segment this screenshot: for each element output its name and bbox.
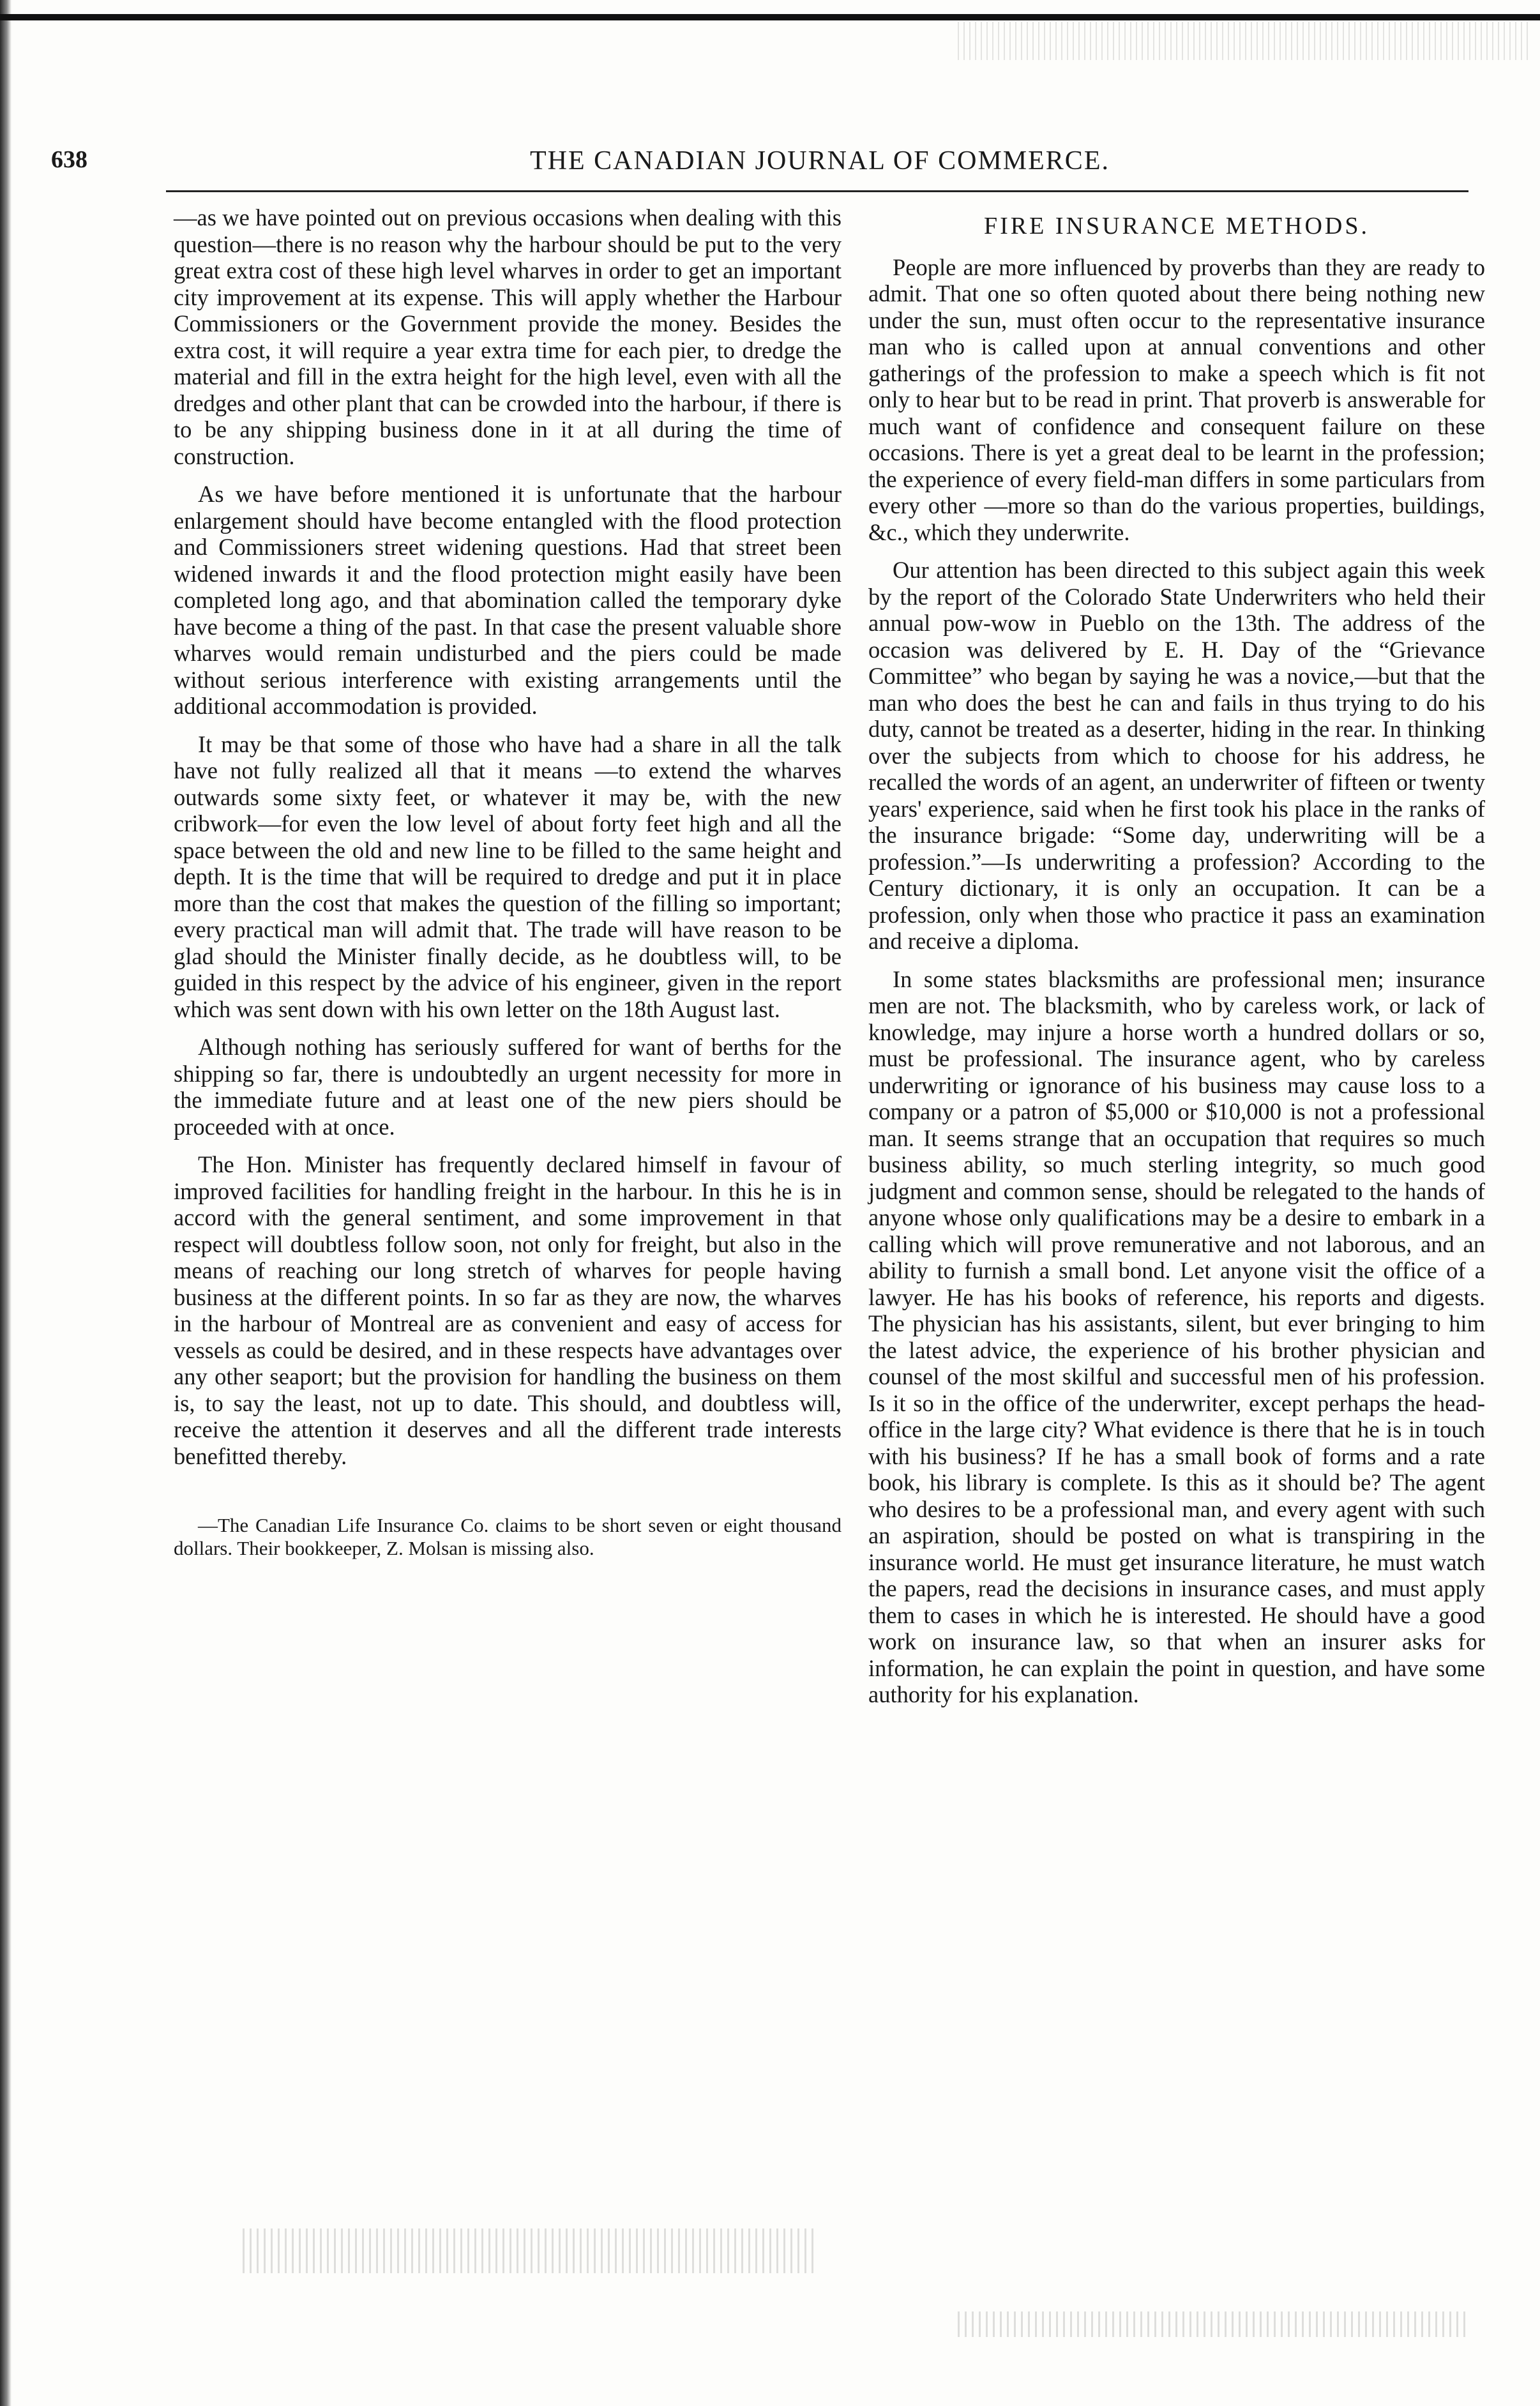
page-number: 638 [51,146,87,173]
running-head [51,146,1488,184]
right-column [868,204,1485,1720]
right-paragraph: Our attention has been directed to this subject again this week by the report of the Colorado State Underwriters who held their annual pow-wow in Pueblo on the 13th. The address of the occasion was delivered by E. H. Day of the “Grievance Committee” who began by saying he was a novice,—but that the man who does the best he can and fails in thus trying to do his duty, cannot be treated as a deserter, hiding in the rear. In thinking over the subjects from which to choose for his address, he recalled the words of an agent, an underwriter of fifteen or twenty years' experience, said when he first took his place in the ranks of the insurance brigade: “Some day, underwriting will be a profession.”—Is underwriting a profession? According to the Century dictionary, it is only an occupation. It can be a profession, only when those who practice it pass an examination and receive a diploma. [868,557,1485,954]
left-paragraph: It may be that some of those who have had a share in all the talk have not fully realized all that it means —to extend the wharves outwards some sixty feet, or whatever it may be, with the new cribwork—for even the low level of about forty feet high and all the space between the old and new line to be filled to the same height and depth. It is the time that will be required to dredge and put it in place more than the cost that makes the question of the filling so important; every practical man will admit that. The trade will have reason to be glad should the Minister finally decide, as he doubtless will, to be guided in this respect by the advice of his engineer, given in the report which was sent down with his own letter on the 18th August last. [174,730,842,1022]
left-paragraph: Although nothing has seriously suffered for want of berths for the shipping so far, there is undoubtedly an urgent necessity for more in the immediate future and at least one of the new piers should be proceeded with at once. [174,1034,842,1140]
top-border-rule [0,14,1540,20]
scan-smudge [958,2311,1468,2337]
article-title: FIRE INSURANCE METHODS. [984,213,1370,239]
left-paragraph: The Hon. Minister has frequently declared himself in favour of improved facilities for handling freight in the harbour. In this he is in accord with the general sentiment, and some improvement in that respect will doubtless follow soon, not only for freight, but also in the means of reaching our long stretch of wharves for people having business at the different points. In so far as they are now, the wharves in the harbour of Montreal are as convenient and easy of access for vessels as could be desired, and in these respects have advantages over any other seaport; but the provision for handling the business on them is, to say the least, not up to date. This should, and doubtless will, receive the attention it deserves and all the different trade interests benefitted thereby. [174,1151,842,1469]
scan-edge [0,0,11,2406]
left-paragraph: —as we have pointed out on previous occasions when dealing with this question—there is no reason why the harbour should be put to the very great extra cost of these high level wharves in order to get an important city improvement at its expense. This will apply whether the Harbour Commissioners or the Government provide the money. Besides the extra cost, it will require a year extra time for each pier, to dredge the material and fill in the extra height for the high level, even with all the dredges and other plant that can be crowded into the harbour, if there is to be any shipping business done in it at all during the time of construction. [174,204,842,469]
scan-noise [958,22,1532,60]
header-rule [166,190,1468,192]
right-paragraph: People are more influenced by proverbs than they are ready to admit. That one so often quoted about there being nothing new under the sun, must often occur to the representative insurance man who is called upon at annual conventions and other gatherings of the profession to make a speech which is fit not only to hear but to be read in print. That proverb is answerable for much want of confidence and consequent failure on these occasions. There is yet a great deal to be learnt in the profession; the experience of every field-man differs in some particulars from every other —more so than do the various properties, buildings, &c., which they underwrite. [868,253,1485,545]
news-note: —The Canadian Life Insurance Co. claims to be short seven or eight thousand dollars. Their bookkeeper, Z. Molsan is missing also. [174,1514,842,1559]
scan-smudge [243,2228,817,2273]
journal-title: THE CANADIAN JOURNAL OF COMMERCE. [530,146,1110,176]
left-paragraph: As we have before mentioned it is unfortunate that the harbour enlargement should have become entangled with the flood protection and Commissioners street widening questions. Had that street been widened inwards it and the flood protection might easily have been completed long ago, and that abomination called the temporary dyke have become a thing of the past. In that case the present valuable shore wharves would remain undisturbed and the piers could be made without serious interference with existing arrangements until the additional accommodation is provided. [174,481,842,719]
right-paragraph: In some states blacksmiths are professional men; insurance men are not. The blacksmith, who by careless work, or lack of knowledge, may injure a horse worth a hundred dollars or so, must be professional. The insurance agent, who by careless underwriting or ignorance of his business may cause loss to a company or a patron of $5,000 or $10,000 is not a professional man. It seems strange that an occupation that requires so much business ability, so much sterling integrity, so much good judgment and common sense, should be relegated to the hands of anyone whose only qualifications may be a desire to embark in a calling which will prove remunerative and not laborous, and an ability to furnish a small bond. Let anyone visit the office of a lawyer. He has his books of reference, his reports and digests. The physician has his assistants, silent, but ever bringing to him the latest advice, the experience of his brother physician and counsel of the most skilful and successful men of his profession. Is it so in the office of the underwriter, except perhaps the head-office in the large city? What evidence is there that he is in touch with his business? If he has a small book of forms and a rate book, his library is complete. Is this as it should be? The agent who desires to be a professional man, and every agent with such an aspiration, should be posted on what is transpiring in the insurance world. He must get insurance literature, he must watch the papers, read the decisions in insurance cases, and must apply them to cases in which he is interested. He should have a good work on insurance law, so that when an insurer asks for information, he can explain the point in question, and have some authority for his explanation. [868,965,1485,1707]
left-column [174,204,842,1560]
